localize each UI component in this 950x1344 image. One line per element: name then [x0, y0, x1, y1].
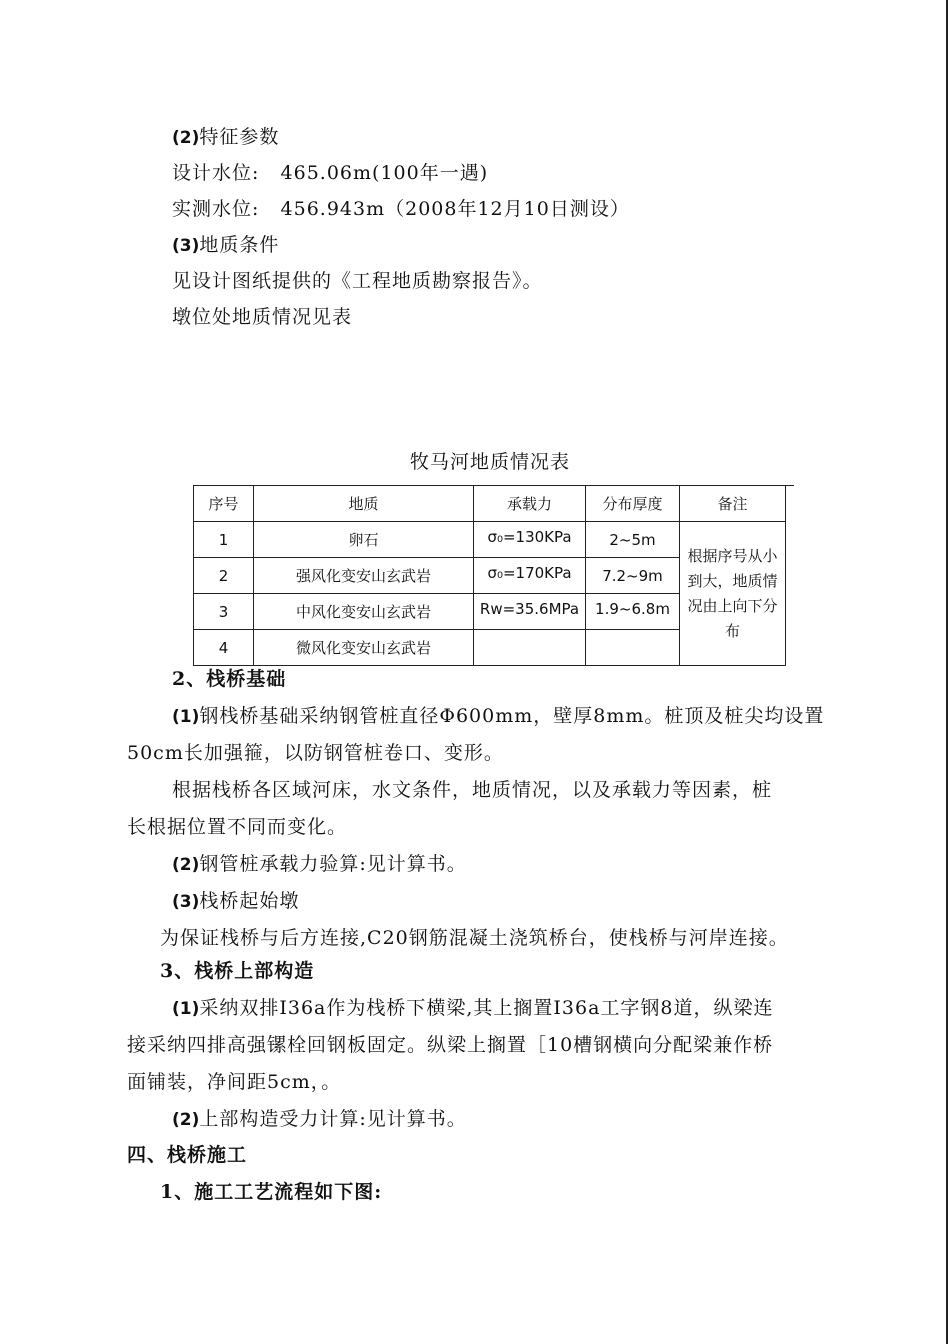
row-number: 4 — [194, 630, 254, 666]
row-capacity: Rw=35.6MPa — [474, 594, 586, 630]
paragraph-pile-length-line1: 根据栈桥各区域河床，水文条件，地质情况，以及承载力等因素，桩 — [172, 779, 773, 801]
paragraph-superstructure-line1: (1)采纳双排I36a作为栈桥下横梁,其上搁置I36a工字钢8道，纵梁连 — [172, 997, 774, 1019]
row-capacity — [474, 630, 586, 666]
measured-water-level: 实测水位: 456.943m（2008年12月10日测设） — [172, 198, 630, 220]
row-number: 1 — [194, 522, 254, 558]
paragraph-pile-check: (2)钢管桩承载力验算:见计算书。 — [172, 853, 467, 875]
pier-geology-line: 墩位处地质情况见表 — [172, 306, 353, 328]
paragraph-superstructure-calc: (2)上部构造受力计算:见计算书。 — [172, 1108, 467, 1130]
heading-trestle-construction: 四、栈桥施工 — [127, 1144, 248, 1166]
row-capacity: σ₀=170KPa — [474, 558, 586, 594]
row-thickness — [586, 630, 680, 666]
paragraph-pile-length-line2: 长根据位置不同而变化。 — [127, 816, 348, 838]
row-thickness: 1.9~6.8m — [586, 594, 680, 630]
row-note: 根据序号从小到大，地质情况由上向下分布 — [680, 522, 786, 666]
table-title: 牧马河地质情况表 — [409, 451, 570, 473]
header-cell: 备注 — [680, 486, 786, 522]
paragraph-superstructure-line3: 面铺装，净间距5cm，。 — [127, 1071, 342, 1093]
row-number: 3 — [194, 594, 254, 630]
header-cell: 分布厚度 — [586, 486, 680, 522]
row-geology: 微风化变安山玄武岩 — [254, 630, 474, 666]
row-thickness: 2~5m — [586, 522, 680, 558]
subsection-geology: (3)地质条件 — [172, 234, 280, 256]
table-header-row — [194, 486, 786, 522]
row-number: 2 — [194, 558, 254, 594]
heading-superstructure: 3、栈桥上部构造 — [160, 960, 315, 982]
heading-trestle-foundation: 2、栈桥基础 — [172, 668, 287, 690]
paragraph-foundation-line1: (1)钢栈桥基础采纳钢管桩直径Φ600mm，壁厚8mm。桩顶及桩尖均设置 — [172, 705, 825, 727]
paragraph-superstructure-line2: 接采纳四排高强镙栓回钢板固定。纵梁上搁置［10槽钢横向分配梁兼作桥 — [127, 1034, 774, 1056]
geology-report-line: 见设计图纸提供的《工程地质勘察报告》。 — [172, 270, 543, 292]
header-cell: 地质 — [254, 486, 474, 522]
row-geology: 中风化变安山玄武岩 — [254, 594, 474, 630]
paragraph-abutment: 为保证栈桥与后方连接,C20钢筋混凝土浇筑桥台，使栈桥与河岸连接。 — [160, 927, 789, 949]
subsection-characteristic-params: (2)特征参数 — [172, 126, 280, 148]
design-water-level: 设计水位: 465.06m(100年一遇) — [172, 162, 489, 184]
row-geology: 卵石 — [254, 522, 474, 558]
row-capacity: σ₀=130KPa — [474, 522, 586, 558]
paragraph-foundation-line2: 50cm长加强箍，以防钢管桩卷口、变形。 — [127, 742, 504, 764]
heading-process-flow: 1、施工工艺流程如下图: — [160, 1181, 383, 1203]
header-cell: 序号 — [194, 486, 254, 522]
geology-table — [193, 485, 786, 666]
header-cell: 承载力 — [474, 486, 586, 522]
page-edge-line — [946, 0, 948, 1344]
row-geology: 强风化变安山玄武岩 — [254, 558, 474, 594]
row-thickness: 7.2~9m — [586, 558, 680, 594]
paragraph-start-pier: (3)栈桥起始墩 — [172, 890, 300, 912]
table-row — [194, 522, 786, 558]
